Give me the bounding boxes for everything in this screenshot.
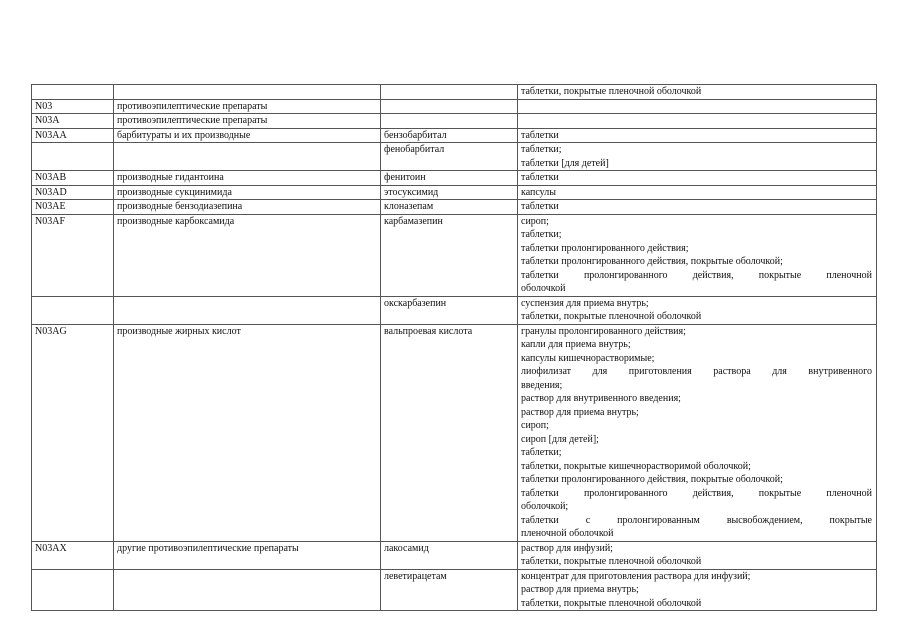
atc-code-cell: N03AF [32,214,114,296]
dosage-form-line: раствор для инфузий; [521,542,613,554]
group-name-cell [114,143,381,171]
dosage-form-line: раствор для приема внутрь; [521,406,639,418]
atc-code-cell [32,143,114,171]
dosage-form-line: гранулы пролонгированного действия; [521,325,686,337]
group-name-cell [114,296,381,324]
drug-name-cell: лакосамид [381,541,518,569]
drug-name-cell: вальпроевая кислота [381,324,518,541]
table-row [32,200,877,215]
dosage-form-line: капсулы кишечнорастворимые; [521,352,655,364]
table-row [32,114,877,129]
dosage-forms-cell [518,296,877,324]
dosage-form-line: таблетки пролонгированного действия, покрытые оболочкой; [521,474,783,485]
table-row [32,171,877,186]
dosage-form-line: таблетки, покрытые пленочной оболочкой [521,311,702,322]
drug-name-cell: клоназепам [381,200,518,215]
dosage-form-line: таблетки; [521,144,562,155]
dosage-form-line: таблетки, покрытые пленочной оболочкой [521,597,702,609]
dosage-forms-cell [518,128,877,143]
dosage-form-line: таблетки [521,172,559,183]
drug-name-cell: бензобарбитал [381,128,518,143]
drug-name-cell: окскарбазепин [381,296,518,324]
dosage-form-line: сироп; [521,215,549,227]
dosage-form-line: сироп; [521,420,549,431]
group-name-cell: производные бензодиазепина [114,200,381,215]
group-name-cell: противоэпилептические препараты [114,99,381,114]
dosage-form-line: таблетки, покрытые пленочной оболочкой [521,86,702,97]
dosage-form-line: таблетки с пролонгированным высвобождением, покрытые [521,514,872,526]
group-name-cell: производные сукцинимида [114,185,381,200]
atc-code-cell: N03AB [32,171,114,186]
dosage-forms-cell [518,99,877,114]
group-name-cell [114,85,381,100]
drug-name-cell: фенобарбитал [381,143,518,171]
dosage-form-line: таблетки [для детей] [521,157,609,169]
table-row [32,85,877,100]
drug-name-cell: фенитоин [381,171,518,186]
dosage-form-line: концентрат для приготовления раствора для инфузий; [521,570,751,582]
dosage-form-line: капсулы [521,186,556,198]
table-row [32,541,877,569]
dosage-forms-cell [518,214,877,296]
dosage-form-line: оболочкой; [521,501,569,512]
atc-code-cell [32,296,114,324]
table-row [32,185,877,200]
group-name-cell: противоэпилептические препараты [114,114,381,129]
dosage-form-line: раствор для внутривенного введения; [521,393,681,404]
dosage-form-line: лиофилизат для приготовления раствора для внутривенного [521,366,872,377]
group-name-cell: производные гидантоина [114,171,381,186]
atc-code-cell: N03AX [32,541,114,569]
drug-name-cell: карбамазепин [381,214,518,296]
dosage-form-line: капли для приема внутрь; [521,339,631,350]
dosage-form-line: таблетки пролонгированного действия, покрытые оболочкой; [521,256,783,267]
atc-code-cell [32,85,114,100]
table-row [32,324,877,541]
atc-code-cell: N03A [32,114,114,129]
dosage-forms-cell [518,324,877,541]
drug-name-cell: леветирацетам [381,569,518,611]
table-row [32,296,877,324]
table-row [32,143,877,171]
dosage-forms-cell [518,143,877,171]
dosage-form-line: суспензия для приема внутрь; [521,297,649,309]
dosage-form-line: таблетки [521,201,559,212]
group-name-cell: барбитураты и их производные [114,128,381,143]
dosage-form-line: таблетки; [521,447,562,458]
drug-name-cell [381,85,518,100]
drug-table-body [32,85,877,611]
dosage-form-line: таблетки пролонгированного действия, покрытые пленочной [521,487,872,499]
dosage-forms-cell [518,200,877,215]
dosage-forms-cell [518,541,877,569]
atc-code-cell: N03AD [32,185,114,200]
drug-table [31,84,877,611]
dosage-form-line: таблетки, покрытые кишечнорастворимой оболочкой; [521,460,751,472]
dosage-forms-cell [518,85,877,100]
dosage-form-line: пленочной оболочкой [521,528,614,539]
table-row [32,99,877,114]
atc-code-cell: N03 [32,99,114,114]
group-name-cell [114,569,381,611]
atc-code-cell [32,569,114,611]
dosage-forms-cell [518,114,877,129]
dosage-form-line: введения; [521,379,563,391]
dosage-form-line: таблетки пролонгированного действия, покрытые пленочной [521,269,872,281]
dosage-form-line: таблетки [521,129,559,141]
group-name-cell: производные карбоксамида [114,214,381,296]
atc-code-cell: N03AA [32,128,114,143]
dosage-forms-cell [518,185,877,200]
dosage-forms-cell [518,569,877,611]
dosage-form-line: раствор для приема внутрь; [521,584,639,595]
dosage-form-line: сироп [для детей]; [521,433,599,445]
table-row [32,214,877,296]
dosage-forms-cell [518,171,877,186]
atc-code-cell: N03AE [32,200,114,215]
atc-code-cell: N03AG [32,324,114,541]
group-name-cell: другие противоэпилептические препараты [114,541,381,569]
drug-name-cell: этосуксимид [381,185,518,200]
table-row [32,569,877,611]
dosage-form-line: оболочкой [521,283,566,294]
table-row [32,128,877,143]
dosage-form-line: таблетки пролонгированного действия; [521,242,689,254]
dosage-form-line: таблетки; [521,229,562,240]
dosage-form-line: таблетки, покрытые пленочной оболочкой [521,556,702,567]
drug-name-cell [381,99,518,114]
drug-name-cell [381,114,518,129]
group-name-cell: производные жирных кислот [114,324,381,541]
